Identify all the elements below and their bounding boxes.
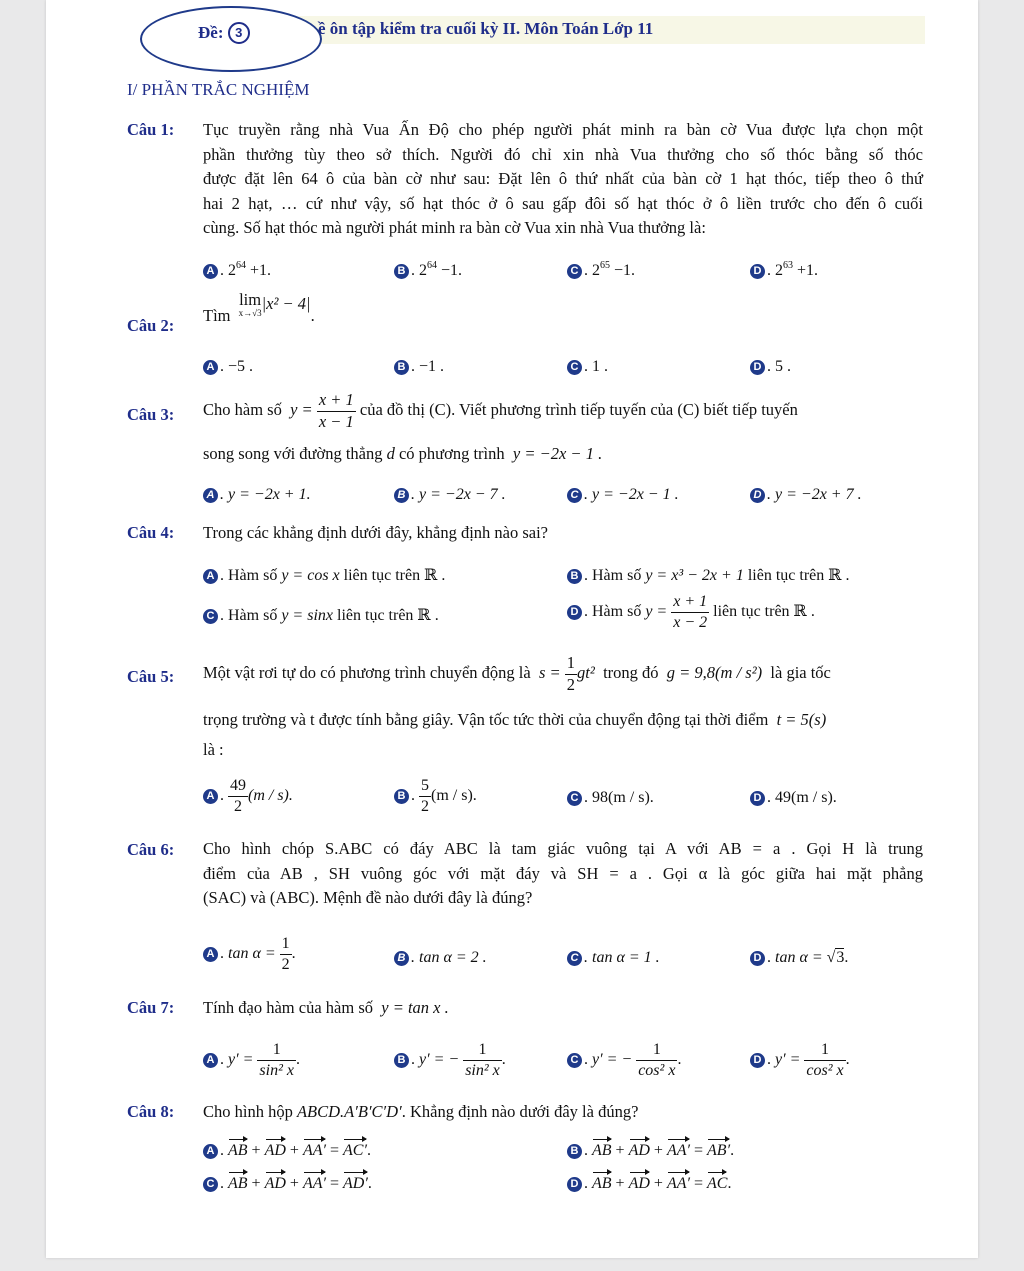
question-1-text [203,118,923,241]
option-c-icon: C [567,360,582,375]
option-a[interactable]: A . $2^{64} +1$. [203,262,271,280]
option-a[interactable]: A . −5 . [203,358,253,376]
option-d[interactable]: D . Hàm số y = $\frac{x + 1}{x - 2}$ liên tục trên ℝ . [567,594,815,631]
option-d[interactable]: D . 5 . [750,358,791,376]
question-7-text: Tính đạo hàm của hàm số y = tan x . [203,998,449,1017]
option-a[interactable]: A . AB + AD + AA′ = AC′. [203,1142,371,1160]
option-d-icon: D [750,264,765,279]
question-6-text [203,837,923,911]
option-c[interactable]: C . tan α = 1 . [567,949,660,967]
option-d[interactable]: D . AB + AD + AA′ = AC. [567,1175,731,1193]
option-b-icon: B [394,951,409,966]
text-line: hai 2 hạt, … cứ như vậy, số hạt thóc ở ô sau gấp đôi số hạt thóc ở ô liền trước cho đến ô cuối [203,193,923,213]
question-2-text: Tìm lim x→√3 |x² − 4|. [203,290,315,325]
option-d-icon: D [750,488,765,503]
option-c-icon: C [567,264,582,279]
option-b[interactable]: B . $2^{64} -1$. [394,262,462,280]
option-a[interactable]: A . $\frac{49}{2}$ (m / s). [203,778,293,815]
option-d-icon: D [750,1053,765,1068]
option-b-icon: B [394,789,409,804]
option-b-icon: B [394,360,409,375]
option-c[interactable]: C . y = −2x − 1 . [567,486,679,504]
option-c-icon: C [567,1053,582,1068]
question-label: Câu 3: [127,405,175,424]
option-a-icon: A [203,947,218,962]
question-label: Câu 6: [127,840,175,859]
option-d-icon: D [750,360,765,375]
option-a-icon: A [203,488,218,503]
option-b[interactable]: B . tan α = 2 . [394,949,487,967]
option-b[interactable]: B . y′ = − $\frac{1}{\text{sin² x}}$ . [394,1042,506,1079]
option-b[interactable]: B . −1 . [394,358,444,376]
question-label: Câu 7: [127,998,175,1017]
option-a-icon: A [203,789,218,804]
question-3-line-1: Cho hàm số y = $\frac{x + 1}{x - 1}$ của đồ thị (C). Viết phương trình tiếp tuyến của (C) biết tiếp tuyến [203,390,798,431]
fraction: $\frac{x + 1}{x - 1}$ [318,390,354,431]
fraction: $\frac{1}{2}$ [281,935,290,973]
option-a-icon: A [203,360,218,375]
text-line: điểm của AB , SH vuông góc với mặt đáy và SH = a . Gọi α là góc giữa hai mặt phẳng [203,863,923,883]
option-a[interactable]: A . Hàm số y = cos x liên tục trên ℝ . [203,565,445,585]
exam-number-badge: 3 [228,22,250,44]
option-d[interactable]: D . 49(m / s). [750,789,837,807]
option-a-icon: A [203,1053,218,1068]
option-c-icon: C [567,791,582,806]
option-d-icon: D [750,791,765,806]
fraction: $\frac{1}{\text{cos² x}}$ [806,1041,844,1079]
question-label: Câu 2: [127,316,175,335]
option-c[interactable]: C . 98(m / s). [567,789,654,807]
section-title: I/ PHẦN TRẮC NGHIỆM [127,80,310,99]
question-8-text: Cho hình hộp ABCD.A′B′C′D′. Khẳng định nào dưới đây là đúng? [203,1102,639,1121]
fraction: $\frac{1}{\text{sin² x}}$ [465,1041,500,1079]
option-d-icon: D [567,1177,582,1192]
option-c[interactable]: C . $2^{65} -1$. [567,262,635,280]
question-label: Câu 5: [127,667,175,686]
option-a-icon: A [203,1144,218,1159]
question-4-text: Trong các khẳng định dưới đây, khẳng định nào sai? [203,523,549,542]
option-a-icon: A [203,569,218,584]
option-b-icon: B [567,569,582,584]
option-b[interactable]: B . y = −2x − 7 . [394,486,506,504]
limit-symbol: lim x→√3 [238,290,262,318]
option-b[interactable]: B . AB + AD + AA′ = AB′. [567,1142,734,1160]
option-b-icon: B [567,1144,582,1159]
question-label: Câu 4: [127,523,175,542]
option-b-icon: B [394,1053,409,1068]
text-line: Cho hình chóp S.ABC có đáy ABC là tam giác vuông tại A với AB = a . Gọi H là trung [203,839,923,858]
question-3-line-2: song song với đường thẳng d có phương trình y = −2x − 1 . [203,444,603,463]
text-line: phần thưởng tùy theo sở thích. Người đó chỉ xin nhà Vua thưởng cho số thóc bằng số thóc [203,144,923,164]
text-line: (SAC) và (ABC). Mệnh đề nào dưới đây là đúng? [203,888,533,907]
option-a[interactable]: A . y = −2x + 1. [203,486,311,504]
fraction: $\frac{1}{\text{sin² x}}$ [259,1041,294,1079]
exam-label: Đề: 3 [198,22,252,44]
question-label: Câu 1: [127,120,175,139]
option-a-icon: A [203,264,218,279]
fraction: $\frac{x + 1}{x - 2}$ [673,593,708,631]
question-5-line-3: là : [203,740,224,759]
option-b[interactable]: B . $\frac{5}{2}$ (m / s). [394,778,477,815]
text-line: được đặt lên 64 ô của bàn cờ như sau: Đặt lên ô thứ nhất của bàn cờ 1 hạt thóc, tiếp theo ô thứ [203,169,923,188]
fraction: $\frac{49}{2}$ [230,777,246,815]
question-5-line-2: trọng trường và t được tính bằng giây. Vận tốc tức thời của chuyển động tại thời điểm t = 5(s) [203,710,827,729]
option-c-icon: C [567,951,582,966]
option-b[interactable]: B . Hàm số y = x³ − 2x + 1 liên tục trên ℝ . [567,565,850,585]
option-d[interactable]: D . $2^{63} +1$. [750,262,818,280]
option-d[interactable]: D . y = −2x + 7 . [750,486,862,504]
option-c[interactable]: C . AB + AD + AA′ = AD′. [203,1175,372,1193]
question-label: Câu 8: [127,1102,175,1121]
option-a[interactable]: A . tan α = $\frac{1}{2}$ . [203,936,296,973]
option-c[interactable]: C . 1 . [567,358,608,376]
option-c[interactable]: C . y′ = − $\frac{1}{\text{cos² x}}$ . [567,1042,681,1079]
fraction: $\frac{5}{2}$ [421,777,429,815]
option-d-icon: D [567,605,582,620]
text-line: Tục truyền rằng nhà Vua Ấn Độ cho phép người phát minh ra bàn cờ Vua được lựa chọn một [203,120,923,139]
option-a[interactable]: A . y′ = $\frac{1}{\text{sin² x}}$ . [203,1042,300,1079]
option-c-icon: C [203,609,218,624]
option-d-icon: D [750,951,765,966]
option-d[interactable]: D . y′ = $\frac{1}{\text{cos² x}}$ . [750,1042,850,1079]
option-b-icon: B [394,488,409,503]
header-title: ề ôn tập kiểm tra cuối kỳ II. Môn Toán Lớp 11 [318,19,654,38]
text-line: cùng. Số hạt thóc mà người phát minh ra bàn cờ Vua xin nhà Vua thưởng là: [203,218,706,237]
option-d[interactable]: D . tan α = √3. [750,949,848,967]
option-c-icon: C [567,488,582,503]
question-5-line-1: Một vật rơi tự do có phương trình chuyển động là s = $\frac{1}{2}$ gt² trong đó g = 9,8(m / s²) là gia tốc [203,653,831,694]
fraction: $\frac{1}{\text{cos² x}}$ [638,1041,676,1079]
fraction: $\frac{1}{2}$ [566,653,576,694]
option-c-icon: C [203,1177,218,1192]
option-b-icon: B [394,264,409,279]
option-c[interactable]: C . Hàm số y = sinx liên tục trên ℝ . [203,605,439,625]
